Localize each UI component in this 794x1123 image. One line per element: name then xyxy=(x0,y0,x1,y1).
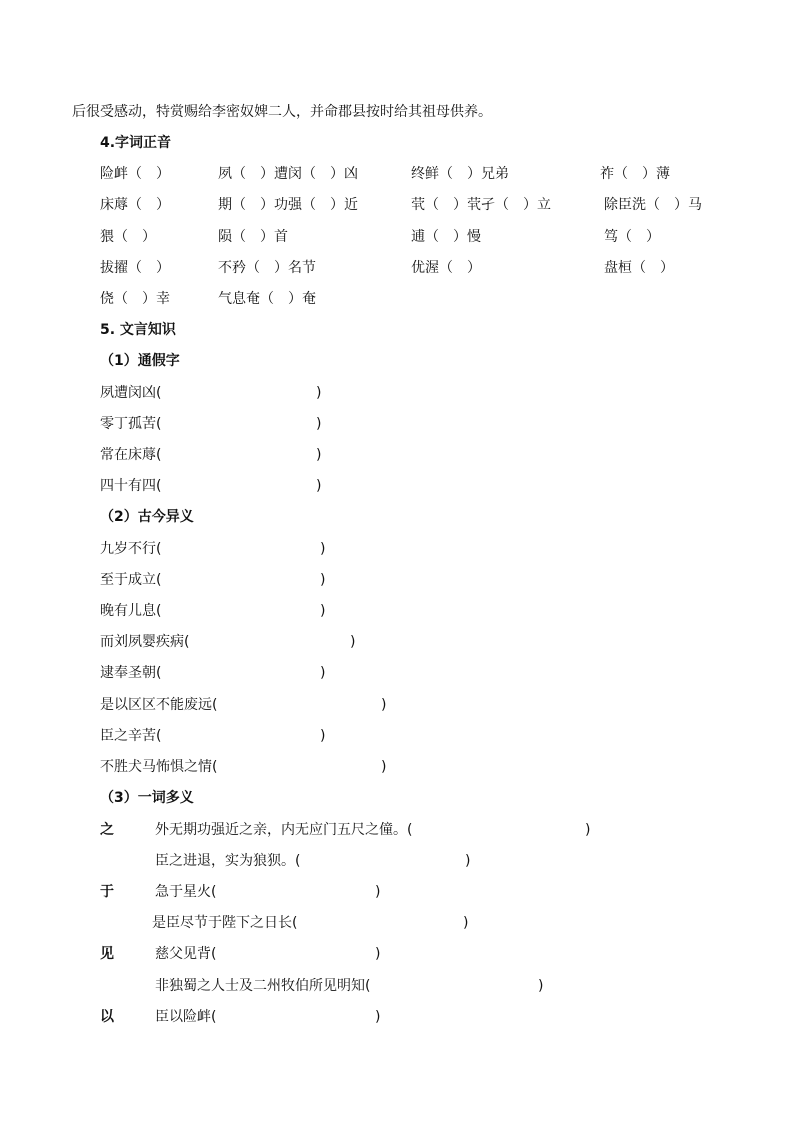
section-4-heading: 4.字词正音 xyxy=(100,135,172,151)
close-paren: ) xyxy=(538,978,544,994)
pronunciation-item: 终鲜（ ）兄弟 xyxy=(411,166,509,182)
polysemy-example: 臣以险衅( xyxy=(155,1009,217,1025)
pronunciation-item: 盘桓（ ） xyxy=(604,260,674,276)
pronunciation-item: 拔擢（ ） xyxy=(100,260,170,276)
pronunciation-item: 侥（ ）幸 xyxy=(100,291,170,307)
gujin-item: 至于成立( xyxy=(100,572,162,588)
gujin-item: 臣之辛苦( xyxy=(100,728,162,744)
gujin-item: 九岁不行( xyxy=(100,541,162,557)
close-paren: ) xyxy=(465,853,471,869)
pronunciation-item: 不矜（ ）名节 xyxy=(218,260,316,276)
close-paren: ) xyxy=(381,697,387,713)
pronunciation-item: 气息奄（ ）奄 xyxy=(218,291,316,307)
close-paren: ) xyxy=(316,416,322,432)
gujin-item: 而刘夙婴疾病( xyxy=(100,634,190,650)
polysemy-example: 慈父见背( xyxy=(155,946,217,962)
pronunciation-item: 床蓐（ ） xyxy=(100,197,170,213)
section-5-heading: 5. 文言知识 xyxy=(100,322,176,338)
close-paren: ) xyxy=(350,634,356,650)
polysemy-word: 之 xyxy=(100,822,114,838)
pronunciation-item: 笃（ ） xyxy=(604,229,660,245)
gujin-item: 不胜犬马怖惧之情( xyxy=(100,759,218,775)
pronunciation-item: 夙（ ）遭闵（ ）凶 xyxy=(218,166,358,182)
gujin-item: 晚有儿息( xyxy=(100,603,162,619)
polysemy-word: 见 xyxy=(100,946,114,962)
close-paren: ) xyxy=(375,884,381,900)
subsection-1-title: （1）通假字 xyxy=(100,353,180,369)
polysemy-example: 臣之进退，实为狼狈。( xyxy=(155,853,301,869)
gujin-item: 是以区区不能废远( xyxy=(100,697,218,713)
pronunciation-item: 逋（ ）慢 xyxy=(411,229,481,245)
polysemy-example: 是臣尽节于陛下之日长( xyxy=(152,915,298,931)
pronunciation-item: 险衅（ ） xyxy=(100,166,170,182)
pronunciation-item: 优渥（ ） xyxy=(411,260,481,276)
tongjia-item: 四十有四( xyxy=(100,478,162,494)
polysemy-example: 非独蜀之人士及二州牧伯所见明知( xyxy=(155,978,371,994)
polysemy-example: 外无期功强近之亲，内无应门五尺之僮。( xyxy=(155,822,413,838)
close-paren: ) xyxy=(320,541,326,557)
pronunciation-item: 期（ ）功强（ ）近 xyxy=(218,197,358,213)
polysemy-word: 以 xyxy=(100,1009,114,1025)
pronunciation-item: 猥（ ） xyxy=(100,229,156,245)
close-paren: ) xyxy=(320,603,326,619)
close-paren: ) xyxy=(375,946,381,962)
close-paren: ) xyxy=(463,915,469,931)
pronunciation-item: 祚（ ）薄 xyxy=(600,166,670,182)
pronunciation-item: 除臣洗（ ）马 xyxy=(604,197,702,213)
close-paren: ) xyxy=(320,572,326,588)
tongjia-item: 夙遭闵凶( xyxy=(100,385,162,401)
close-paren: ) xyxy=(316,478,322,494)
close-paren: ) xyxy=(316,385,322,401)
pronunciation-item: 陨（ ）首 xyxy=(218,229,288,245)
close-paren: ) xyxy=(320,728,326,744)
gujin-item: 逮奉圣朝( xyxy=(100,665,162,681)
tongjia-item: 零丁孤苦( xyxy=(100,416,162,432)
close-paren: ) xyxy=(585,822,591,838)
subsection-2-title: （2）古今异义 xyxy=(100,509,194,525)
subsection-3-title: （3）一词多义 xyxy=(100,790,194,806)
intro-text: 后很受感动，特赏赐给李密奴婢二人，并命郡县按时给其祖母供养。 xyxy=(72,104,492,120)
close-paren: ) xyxy=(316,447,322,463)
close-paren: ) xyxy=(320,665,326,681)
close-paren: ) xyxy=(381,759,387,775)
tongjia-item: 常在床蓐( xyxy=(100,447,162,463)
polysemy-example: 急于星火( xyxy=(155,884,217,900)
close-paren: ) xyxy=(375,1009,381,1025)
pronunciation-item: 茕（ ）茕孑（ ）立 xyxy=(411,197,551,213)
polysemy-word: 于 xyxy=(100,884,114,900)
